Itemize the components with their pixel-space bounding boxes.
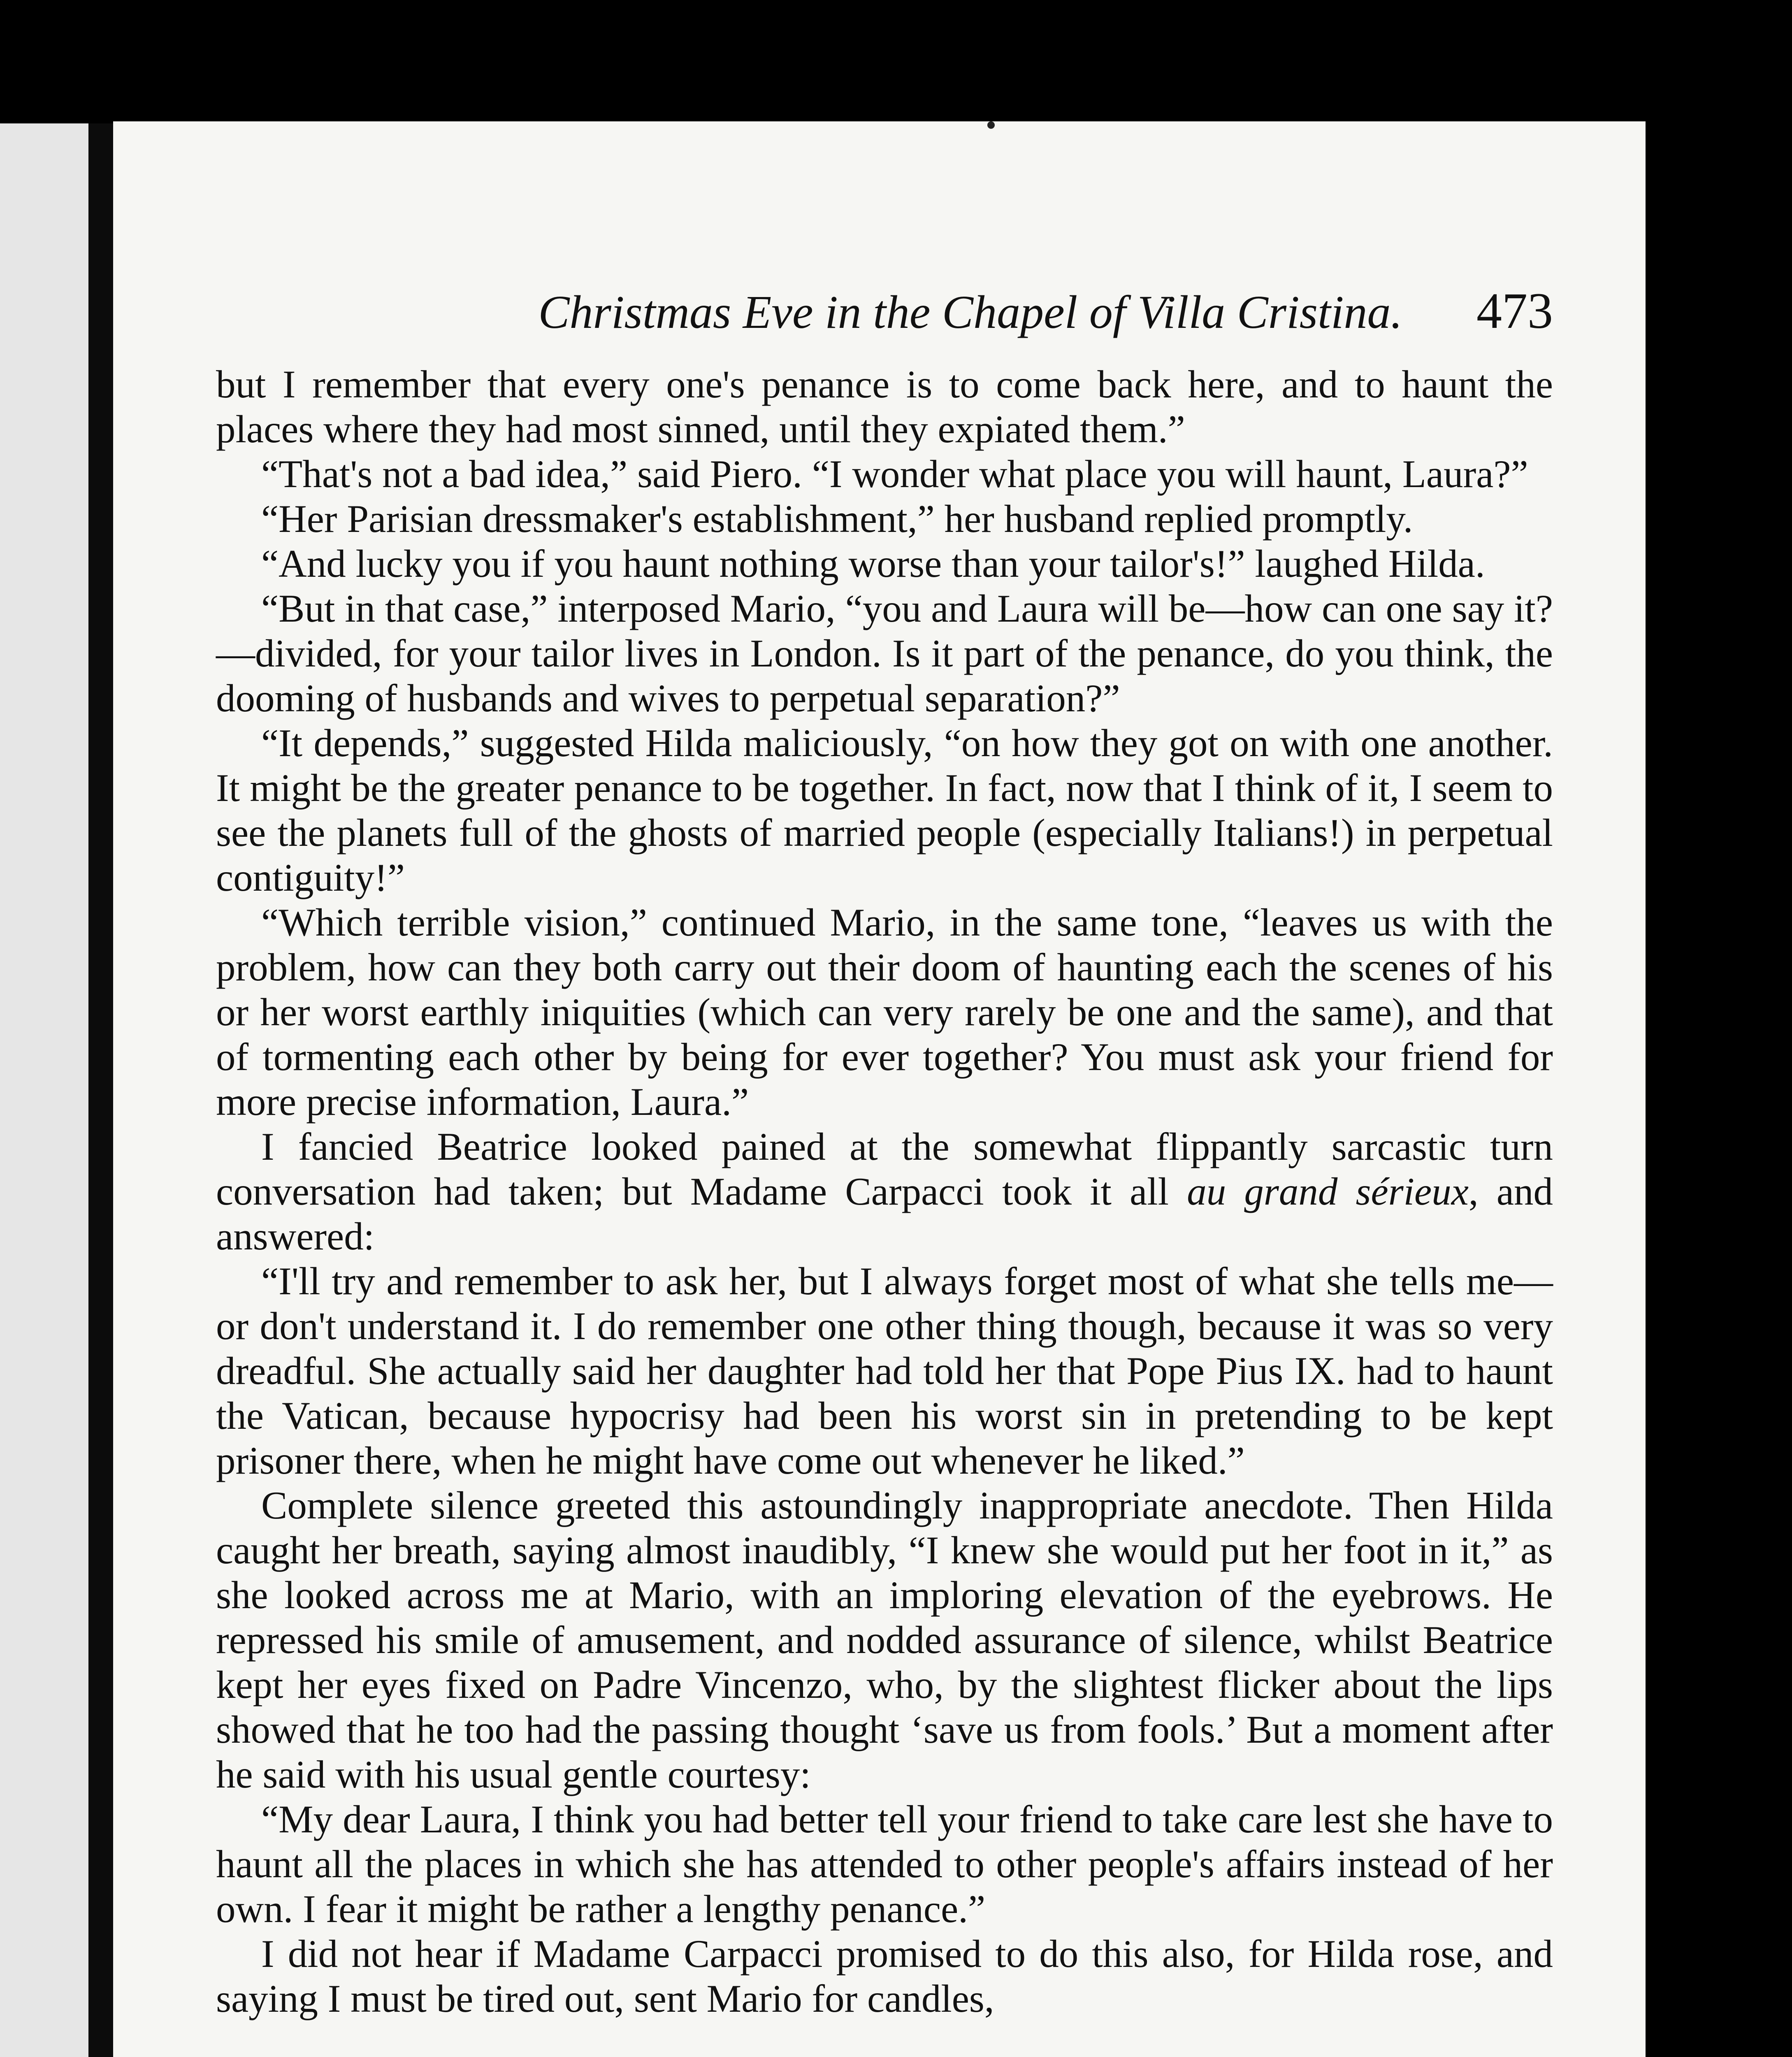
body-text <box>216 362 1553 2021</box>
left-page-edge <box>0 123 88 2057</box>
paragraph: “My dear Laura, I think you had better tell your friend to take care lest she have to haunt all the places in which she has attended to other people's affairs instead of her own. I fear it might be rather a lengthy penance.” <box>216 1797 1553 1931</box>
page-number: 473 <box>1476 283 1553 339</box>
paragraph: but I remember that every one's penance is to come back here, and to haunt the places where they had most sinned, until they expiated them.” <box>216 362 1553 451</box>
paragraph: “Which terrible vision,” continued Mario, in the same tone, “leaves us with the problem, how can they both carry out their doom of haunting each the scenes of his or her worst earthly iniquities (which can very rarely be one and the same), and that of tormenting each other by being for ever together? You must ask your friend for more precise information, Laura.” <box>216 901 1553 1124</box>
italic-phrase: au grand sérieux <box>1187 1170 1469 1213</box>
paragraph-text: I fancied Beatrice looked pained at the somewhat flippantly sarcastic turn conversation had taken; but Madame Carpacci took it all <box>216 1125 1553 1213</box>
running-header <box>216 282 1553 364</box>
ink-speck <box>987 121 995 129</box>
paragraph: “That's not a bad idea,” said Piero. “I wonder what place you will haunt, Laura?” <box>261 452 1528 496</box>
paragraph: “And lucky you if you haunt nothing worse than your tailor's!” laughed Hilda. <box>261 542 1485 585</box>
paragraph-text: , and answered: <box>216 1170 1553 1258</box>
paragraph: “But in that case,” interposed Mario, “you and Laura will be—how can one say it?—divided, for your tailor lives in London. Is it part of the penance, do you think, the dooming of husbands and wives to perpetual separation?” <box>216 587 1553 720</box>
book-page <box>113 121 1646 2057</box>
paragraph: “It depends,” suggested Hilda maliciously, “on how they got on with one another. It might be the greater penance to be together. In fact, now that I think of it, I seem to see the planets full of the ghosts of married people (especially Italians!) in perpetual contiguity!” <box>216 721 1553 899</box>
running-title: Christmas Eve in the Chapel of Villa Cristina. <box>538 286 1402 338</box>
paragraph: “Her Parisian dressmaker's establishment,” her husband replied promptly. <box>261 497 1413 541</box>
paragraph: Complete silence greeted this astoundingly inappropriate anecdote. Then Hilda caught her breath, saying almost inaudibly, “I knew she would put her foot in it,” as she looked across me at Mario, with an imploring elevation of the eyebrows. He repressed his smile of amusement, and nodded assurance of silence, whilst Beatrice kept her eyes fixed on Padre Vincenzo, who, by the slightest flicker about the lips showed that he too had the passing thought ‘save us from fools.’ But a moment after he said with his usual gentle courtesy: <box>216 1484 1553 1796</box>
paragraph <box>216 1124 1553 1259</box>
paragraph: “I'll try and remember to ask her, but I always forget most of what she tells me—or don't understand it. I do remember one other thing though, because it was so very dreadful. She actually said her daughter had told her that Pope Pius IX. had to haunt the Vatican, because hypocrisy had been his worst sin in pretending to be kept prisoner there, when he might have come out whenever he liked.” <box>216 1259 1553 1482</box>
paragraph: I did not hear if Madame Carpacci promised to do this also, for Hilda rose, and saying I must be tired out, sent Mario for candles, <box>216 1932 1553 2020</box>
book-gutter <box>88 123 113 2057</box>
